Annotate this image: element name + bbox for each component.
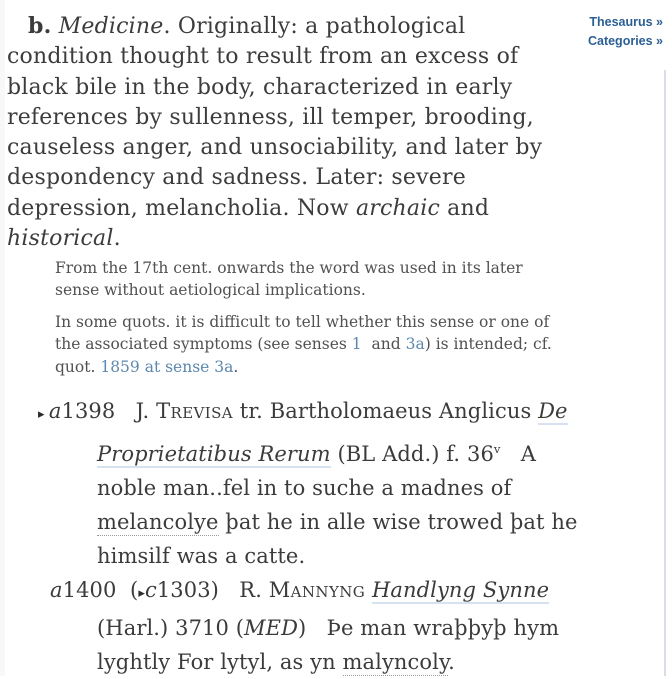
quotation-line [0, 432, 660, 471]
note-line [55, 279, 595, 301]
subject-label: Medicine [58, 14, 164, 39]
author-name: Mannyng [268, 578, 366, 602]
note-line [55, 311, 595, 333]
quotation-line [0, 611, 660, 645]
usage-notes [55, 257, 595, 378]
note-line [55, 257, 595, 279]
quotation [0, 394, 660, 573]
quotation-line [0, 471, 660, 505]
text-run: quot. [55, 357, 101, 376]
quotation-date: 1398 [61, 399, 116, 423]
date-prefix: a [48, 399, 62, 423]
quotation-line [0, 394, 660, 432]
definition-line [7, 133, 592, 163]
text-run: condition thought to result from an excess of [7, 44, 519, 70]
categories-link[interactable]: Categories » [587, 34, 663, 48]
text-run: references by sullenness, ill temper, brooding, [7, 104, 534, 130]
text-run: A [500, 442, 537, 466]
definition-line [7, 224, 592, 254]
quotations-block [0, 394, 660, 679]
usage-label: historical [7, 226, 114, 252]
text-run: . [113, 226, 121, 252]
usage-note [55, 257, 595, 302]
definition-line [7, 163, 592, 193]
work-title-link[interactable]: Handlyng Synne [371, 578, 550, 602]
quotation-date: 1400 ( [62, 578, 139, 602]
text-run: ) Þe man wraþþyþ hym [298, 616, 560, 640]
text-run [51, 14, 58, 39]
note-line [55, 356, 595, 378]
text-run [365, 578, 372, 602]
text-run: . [448, 650, 455, 674]
sense-3a-link[interactable]: 3a [405, 335, 425, 354]
work-title-link[interactable]: Proprietatibus Rerum [97, 442, 331, 466]
sense-1-link[interactable]: 1 [351, 335, 362, 354]
quotation-line [0, 505, 660, 539]
text-run: and [439, 195, 490, 221]
text-run: . [233, 357, 239, 376]
quotation-date: 1303) [156, 578, 219, 602]
text-run: (Harl.) 3710 ( [97, 616, 245, 640]
text-run: ) is intended; cf. [424, 335, 552, 354]
side-links [588, 13, 663, 51]
definition-line [7, 103, 592, 133]
text-run: and [361, 335, 406, 354]
author-name: Trevisa [156, 399, 234, 423]
work-title-link[interactable]: De [538, 399, 568, 423]
definition-line [7, 194, 592, 224]
date-prefix: a [50, 578, 63, 602]
folio-superscript: v [493, 442, 501, 456]
date-prefix: c [144, 578, 157, 602]
sense-definition [7, 11, 592, 254]
usage-note [55, 311, 595, 378]
panel-right-border [664, 70, 666, 676]
text-run: causeless anger, and unsociability, and later by [7, 135, 543, 161]
text-run: noble man..fel in to suche a madnes of [97, 476, 512, 500]
definition-line [7, 42, 592, 72]
text-run: From the 17th cent. onwards the word was used in its later [55, 259, 523, 277]
text-run: lyghtly For lytyl, as yn [97, 650, 343, 674]
quotation-line [0, 539, 660, 573]
definition-line [7, 11, 592, 42]
text-run: tr. Bartholomaeus Anglicus [233, 399, 539, 423]
text-run: þat he in alle wise trowed þat he [218, 510, 578, 534]
thesaurus-link[interactable]: Thesaurus » [589, 15, 663, 29]
earliest-evidence-icon: ▸ [38, 407, 49, 422]
text-run: In some quots. it is difficult to tell whether this sense or one of [55, 312, 550, 331]
text-run: black bile in the body, characterized in early [7, 74, 513, 100]
author-name: J. [115, 399, 157, 423]
text-run: the associated symptoms (see senses [55, 335, 352, 354]
text-run: sense without aetiological implications. [55, 281, 366, 300]
quot-1859-link[interactable]: 1859 at sense 3a [100, 357, 234, 376]
keyword-highlight: melancolye [97, 510, 219, 534]
sense-letter: b. [28, 13, 52, 39]
keyword-highlight: malyncoly [342, 650, 449, 674]
note-line [55, 333, 595, 355]
text-run: despondency and sadness. Later: severe [7, 165, 466, 191]
definition-line [7, 73, 592, 103]
quotation-line [0, 573, 660, 611]
quotation-line [0, 645, 660, 679]
source-label: MED [244, 616, 299, 640]
text-run: . Originally: a pathological [163, 14, 466, 39]
text-run: depression, melancholia. Now [7, 195, 356, 221]
usage-label: archaic [355, 195, 440, 221]
quotation [0, 573, 660, 679]
text-run: himsilf was a catte. [97, 544, 306, 568]
earliest-evidence-icon: ▸ [138, 586, 145, 601]
author-name: R. [218, 578, 269, 602]
text-run: (BL Add.) f. 36 [330, 442, 494, 466]
